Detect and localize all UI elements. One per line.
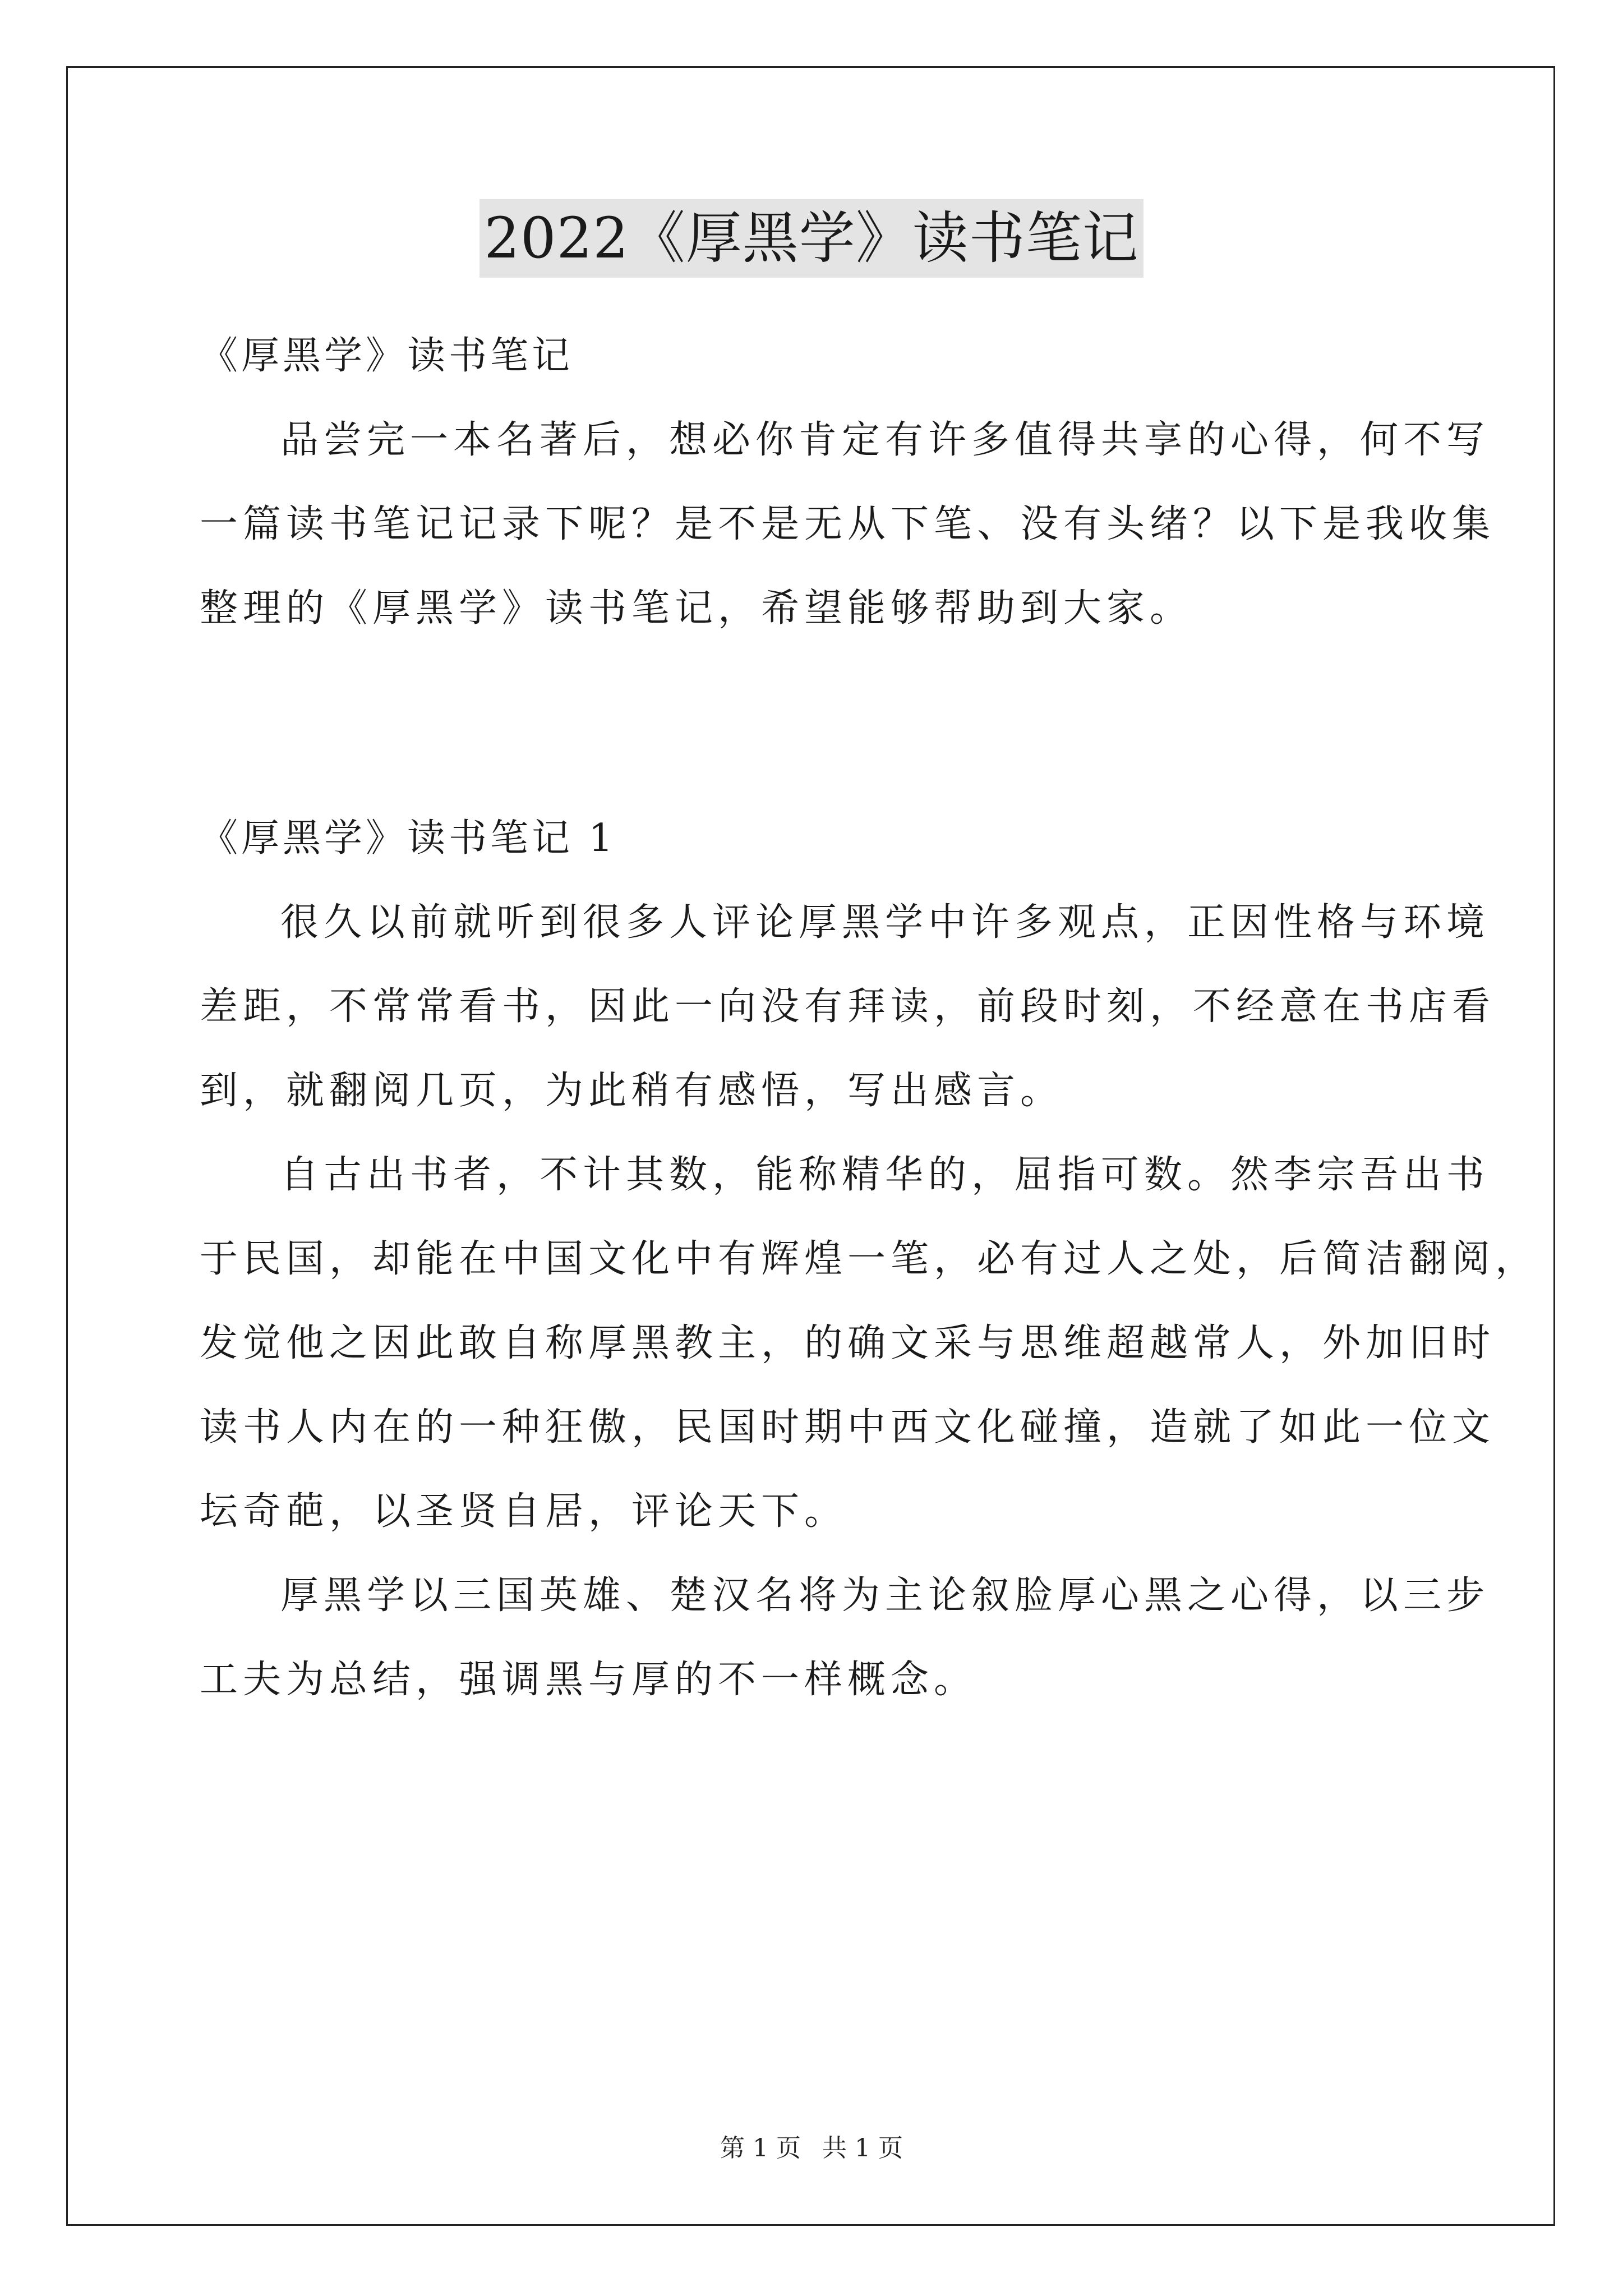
page-footer <box>0 2132 1623 2165</box>
document-title: 2022《厚黑学》读书笔记 <box>479 199 1144 278</box>
paragraph-line: 发觉他之因此敢自称厚黑教主，的确文采与思维超越常人，外加旧时 <box>200 1321 1496 1365</box>
section-heading: 《厚黑学》读书笔记 1 <box>200 816 616 861</box>
paragraph-line: 工夫为总结，强调黑与厚的不一样概念。 <box>200 1658 978 1702</box>
intro-heading: 《厚黑学》读书笔记 <box>200 334 574 378</box>
section-spacer <box>200 651 1433 797</box>
intro-line: 一篇读书笔记记录下呢？是不是无从下笔、没有头绪？以下是我收集 <box>200 502 1496 546</box>
page-number: 第 1 页 <box>720 2134 801 2162</box>
intro-line: 整理的《厚黑学》读书笔记，希望能够帮助到大家。 <box>200 586 1193 631</box>
intro-paragraph <box>200 398 1496 651</box>
paragraph-line: 坛奇葩，以圣贤自居，评论天下。 <box>200 1489 848 1534</box>
intro-line: 品尝完一本名著后，想必你肯定有许多值得共享的心得，何不写 <box>280 418 1490 462</box>
document-body <box>200 314 1539 1722</box>
body-paragraph-1 <box>200 881 1496 1133</box>
paragraph-line: 自古出书者，不计其数，能称精华的，屈指可数。然李宗吾出书 <box>280 1153 1490 1197</box>
page-total: 共 1 页 <box>822 2134 903 2162</box>
paragraph-line: 于民国，却能在中国文化中有辉煌一笔，必有过人之处，后简洁翻阅， <box>200 1237 1539 1281</box>
body-paragraph-2 <box>200 1133 1539 1554</box>
paragraph-line: 读书人内在的一种狂傲，民国时期中西文化碰撞，造就了如此一位文 <box>200 1405 1496 1450</box>
title-container <box>0 199 1623 278</box>
paragraph-line: 厚黑学以三国英雄、楚汉名将为主论叙脸厚心黑之心得，以三步 <box>280 1573 1490 1618</box>
paragraph-line: 到，就翻阅几页，为此稍有感悟，写出感言。 <box>200 1069 1064 1113</box>
paragraph-line: 差距，不常常看书，因此一向没有拜读，前段时刻，不经意在书店看 <box>200 984 1496 1029</box>
body-paragraph-3 <box>200 1554 1490 1722</box>
paragraph-line: 很久以前就听到很多人评论厚黑学中许多观点，正因性格与环境 <box>280 900 1490 945</box>
